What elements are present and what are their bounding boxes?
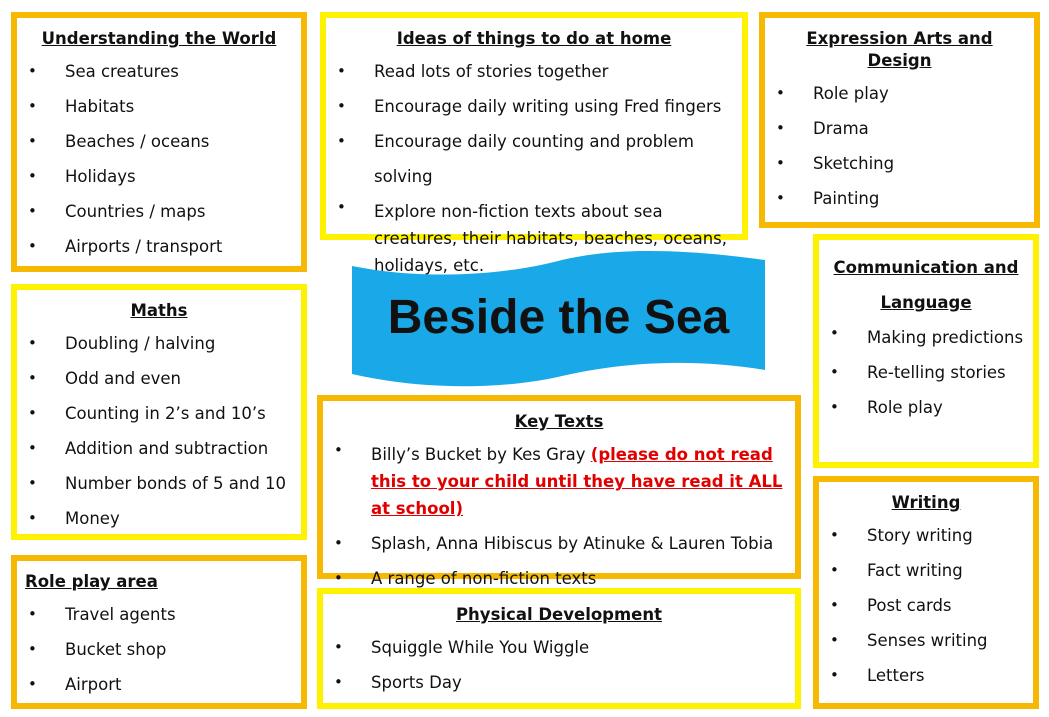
list-item: • Post cards bbox=[827, 588, 1025, 623]
physical-development-title: Physical Development bbox=[455, 605, 663, 624]
list-item: • Money bbox=[25, 501, 293, 536]
home-ideas-list bbox=[334, 54, 734, 283]
list-item: • Number bonds of 5 and 10 bbox=[25, 466, 293, 501]
list-item: • Squiggle While You Wiggle bbox=[331, 630, 787, 665]
list-item: • Counting in 2’s and 10’s bbox=[25, 396, 293, 431]
list-item: • Sports Day bbox=[331, 665, 787, 700]
list-item: • Holidays bbox=[25, 159, 293, 194]
list-item: • Explore non-fiction texts about sea creatures, their habitats, beaches, oceans, holidays, etc. bbox=[334, 194, 734, 283]
understanding-the-world-title: Understanding the World bbox=[41, 29, 277, 48]
list-item: • Role play bbox=[773, 76, 1026, 111]
physical-development-panel bbox=[317, 588, 801, 709]
list-item: • Addition and subtraction bbox=[25, 431, 293, 466]
writing-list bbox=[827, 518, 1025, 693]
list-item: • Travel agents bbox=[25, 597, 293, 632]
list-item: • Doubling / halving bbox=[25, 326, 293, 361]
list-item: • Bucket shop bbox=[25, 632, 293, 667]
list-item: • Senses writing bbox=[827, 623, 1025, 658]
physical-development-list bbox=[331, 630, 787, 700]
list-item: • Fact writing bbox=[827, 553, 1025, 588]
maths-title: Maths bbox=[130, 301, 188, 320]
list-item: • Splash, Anna Hibiscus by Atinuke & Lauren Tobia bbox=[331, 526, 787, 561]
expressive-arts-list bbox=[773, 76, 1026, 216]
key-texts-list bbox=[331, 437, 787, 596]
communication-language-list bbox=[827, 320, 1025, 425]
list-item: • Odd and even bbox=[25, 361, 293, 396]
understanding-the-world-panel bbox=[11, 12, 307, 272]
list-item: • Encourage daily counting and problem solving bbox=[334, 124, 734, 194]
list-item: • Story writing bbox=[827, 518, 1025, 553]
list-item: • Countries / maps bbox=[25, 194, 293, 229]
list-item: • Airports / transport bbox=[25, 229, 293, 264]
role-play-area-title: Role play area bbox=[25, 572, 158, 591]
list-item: • Sea creatures bbox=[25, 54, 293, 89]
home-ideas-panel bbox=[320, 12, 748, 275]
list-item: • Encourage daily writing using Fred fingers bbox=[334, 89, 734, 124]
writing-panel bbox=[813, 476, 1039, 709]
list-item: • A range of non-fiction texts bbox=[331, 561, 787, 596]
key-texts-panel bbox=[317, 395, 801, 588]
key-text-billys-bucket: Billy’s Bucket by Kes Gray bbox=[371, 445, 591, 464]
list-item: • Painting bbox=[773, 181, 1026, 216]
list-item: • Habitats bbox=[25, 89, 293, 124]
list-item bbox=[331, 437, 787, 526]
understanding-the-world-list bbox=[25, 54, 293, 264]
writing-title: Writing bbox=[891, 493, 961, 512]
communication-language-title bbox=[827, 250, 1025, 320]
role-play-area-list bbox=[25, 597, 293, 702]
key-texts-title: Key Texts bbox=[514, 412, 604, 431]
list-item: • Making predictions bbox=[827, 320, 1025, 355]
list-item: • Read lots of stories together bbox=[334, 54, 734, 89]
role-play-area-panel bbox=[11, 555, 307, 709]
communication-title-line1: Communication and bbox=[833, 258, 1019, 277]
expressive-arts-panel bbox=[759, 12, 1040, 228]
home-ideas-title: Ideas of things to do at home bbox=[396, 29, 672, 48]
reading-warning: (please do not read this to your child until they have read it ALL at school) bbox=[371, 445, 783, 518]
maths-panel bbox=[11, 284, 307, 540]
maths-list bbox=[25, 326, 293, 536]
page-title: Beside the Sea bbox=[387, 291, 730, 344]
list-item: • Sketching bbox=[773, 146, 1026, 181]
list-item: • Letters bbox=[827, 658, 1025, 693]
communication-language-panel bbox=[813, 234, 1039, 468]
communication-title-line2: Language bbox=[880, 293, 972, 312]
list-item: • Beaches / oceans bbox=[25, 124, 293, 159]
expressive-arts-title: Expression Arts and Design bbox=[806, 29, 993, 70]
list-item: • Re-telling stories bbox=[827, 355, 1025, 390]
list-item: • Role play bbox=[827, 390, 1025, 425]
list-item: • Drama bbox=[773, 111, 1026, 146]
list-item: • Airport bbox=[25, 667, 293, 702]
